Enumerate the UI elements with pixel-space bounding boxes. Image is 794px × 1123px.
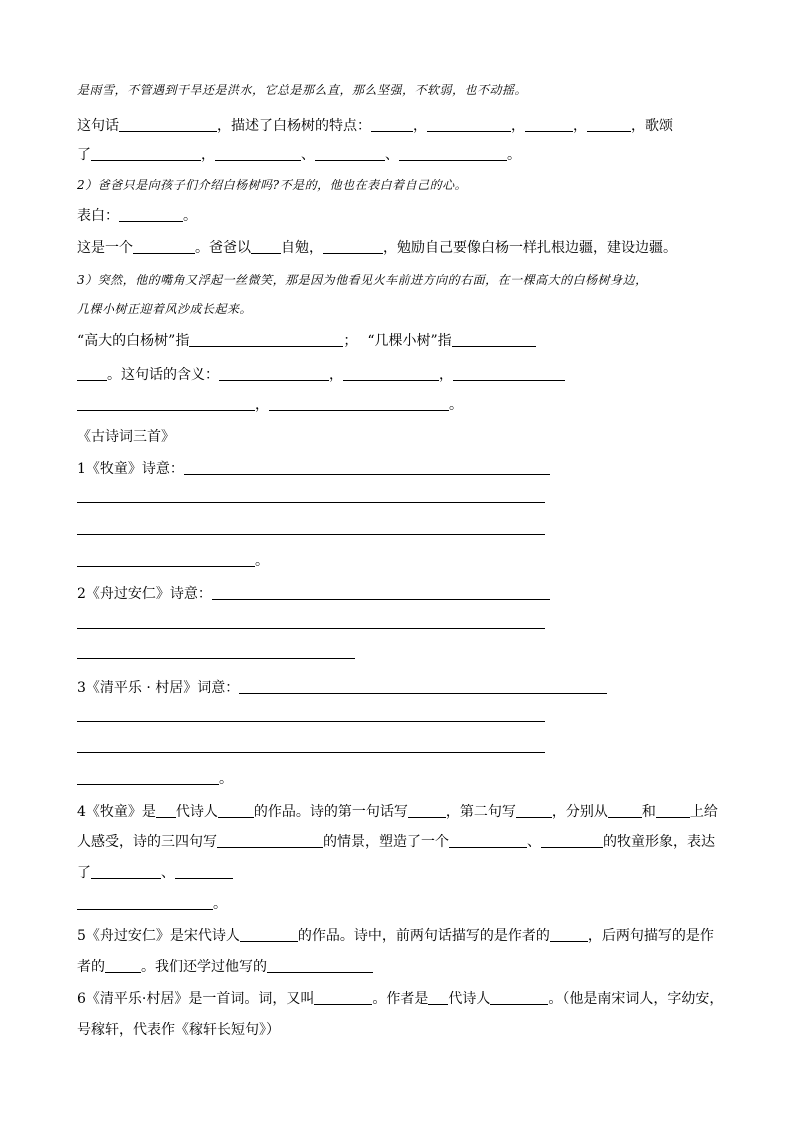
q1-feature-blank-4[interactable]: [587, 117, 631, 132]
q6-ci-name-blank[interactable]: [314, 990, 372, 1005]
q5-back-blank[interactable]: [105, 958, 141, 973]
q3-comma-3: ，: [255, 397, 269, 413]
q4-a6: 和: [641, 804, 656, 820]
q2-biaobai-line: [77, 207, 197, 225]
q1-b-prefix: 了: [77, 147, 91, 163]
q6-poet-blank[interactable]: [490, 990, 548, 1005]
q1-answer-line-b: [77, 146, 521, 164]
q6-line-a: [77, 990, 723, 1008]
q6-a1: 6《清平乐·村居》是一首词。词，又叫: [77, 991, 315, 1007]
q2-p3: 自勉，: [281, 240, 323, 256]
poem1-label: 1《牧童》诗意：: [77, 461, 184, 477]
q3-meaning-blank-2[interactable]: [343, 366, 439, 381]
q6-a4: 。（他是南宋词人，字幼安，: [548, 991, 724, 1007]
poem1-line: [77, 460, 550, 478]
poem1-blank-end[interactable]: [77, 552, 255, 567]
q3-tall-tree-blank[interactable]: [189, 332, 343, 347]
q4-c1: 了: [77, 865, 91, 881]
poem2-line: [77, 585, 550, 603]
q3-quote-b: 几棵小树正迎着风沙成长起来。: [77, 302, 253, 316]
q3-meaning-line: [77, 366, 565, 384]
q1-praise-blank-3[interactable]: [315, 146, 385, 161]
q4-express-blank-1[interactable]: [91, 864, 161, 879]
q4-line-c: [77, 864, 233, 882]
q5-a2: 的作品。诗中，前两句话描写的是作者的: [297, 928, 550, 944]
q2-biaobai-label: 表白：: [77, 208, 119, 224]
poem3-rule-3[interactable]: [77, 752, 545, 753]
q4-a7: 上给: [689, 804, 718, 820]
q1-quote-end: 是雨雪，不管遇到干旱还是洪水，它总是那么直，那么坚强，不软弱，也不动摇。: [77, 83, 528, 97]
q1-b-end: 。: [507, 147, 521, 163]
q4-express-blank-3[interactable]: [77, 895, 213, 910]
q1-feature-blank-1[interactable]: [371, 117, 413, 132]
poem3-blank-end[interactable]: [77, 770, 219, 785]
q1-a-prefix: 这句话: [77, 118, 119, 134]
poem3-rule-2[interactable]: [77, 721, 545, 722]
q3-meaning-blank-5[interactable]: [269, 396, 449, 411]
q2-biaobai-blank[interactable]: [119, 207, 183, 222]
q2-quote: 2）爸爸只是向孩子们介绍白杨树吗?不是的，他也在表白着自己的心。: [77, 178, 468, 192]
q1-a-comma-3: ，: [573, 118, 587, 134]
q2-blank-2[interactable]: [251, 239, 281, 254]
q4-b1: 人感受，诗的三四句写: [77, 834, 217, 850]
q1-answer-line-a: [77, 117, 673, 135]
poem1-blank-1[interactable]: [184, 460, 550, 475]
q4-a1: 4《牧童》是: [77, 804, 156, 820]
q5-b2: 。我们还学过他写的: [141, 959, 267, 975]
q1-b-dun: 、: [301, 147, 315, 163]
q1-praise-blank-1[interactable]: [91, 146, 201, 161]
q5-line-a: [77, 927, 714, 945]
q3-semicolon: ；: [343, 333, 358, 349]
q6-a2: 。作者是: [372, 991, 429, 1007]
q4-b3: 、: [527, 834, 541, 850]
q3-period: 。: [449, 397, 463, 413]
poem1-end: 。: [255, 553, 269, 569]
q3-meaning-label: 。这句话的含义：: [107, 367, 219, 383]
q4-c2: 、: [161, 865, 175, 881]
q4-line-b: [77, 833, 715, 851]
q4-line-d: [77, 895, 227, 913]
q4-a2: 代诗人: [175, 804, 218, 820]
q4-line1-blank[interactable]: [408, 803, 446, 818]
q3-trees-line: [77, 332, 536, 350]
q2-blank-3[interactable]: [323, 239, 383, 254]
q3-comma-2: ，: [439, 367, 453, 383]
q4-line2-blank[interactable]: [516, 803, 552, 818]
poem2-blank-1[interactable]: [212, 585, 550, 600]
q4-image-blank-1[interactable]: [449, 833, 527, 848]
q3-few-trees-blank[interactable]: [452, 332, 536, 347]
q4-dynasty-blank[interactable]: [156, 803, 176, 818]
q1-praise-blank-4[interactable]: [399, 146, 507, 161]
q5-poet-blank[interactable]: [240, 927, 298, 942]
q4-express-blank-2[interactable]: [175, 864, 233, 879]
q2-blank-1[interactable]: [133, 239, 195, 254]
q6-dynasty-blank[interactable]: [428, 990, 448, 1005]
q2-p1: 这是一个: [77, 240, 133, 256]
q4-a4: ，第二句写: [445, 804, 516, 820]
poems-header: 《古诗词三首》: [77, 429, 175, 445]
q4-end: 。: [213, 896, 227, 912]
q3-few-trees-blank-cont[interactable]: [77, 366, 107, 381]
q4-a3: 的作品。诗的第一句话写: [253, 804, 408, 820]
q3-tall-tree-label: “高大的白杨树”指: [77, 333, 190, 349]
q3-comma-1: ，: [329, 367, 343, 383]
q1-feature-blank-3[interactable]: [525, 117, 573, 132]
poem2-label: 2《舟过安仁》诗意：: [77, 586, 212, 602]
q6-line-b: 号稼轩，代表作《稼轩长短句》）: [77, 1022, 280, 1038]
q1-b-dun-2: 、: [385, 147, 399, 163]
q5-front-blank[interactable]: [550, 927, 588, 942]
q5-b1: 者的: [77, 959, 105, 975]
q1-b-comma: ，: [201, 147, 215, 163]
q4-sense-blank-1[interactable]: [608, 803, 642, 818]
poem2-rule-2[interactable]: [77, 628, 545, 629]
q2-biaobai-end: 。: [183, 208, 197, 224]
q4-b2: 的情景，塑造了一个: [323, 834, 449, 850]
q1-feature-blank-2[interactable]: [427, 117, 511, 132]
q1-praise-blank-2[interactable]: [215, 146, 301, 161]
q4-scene-blank[interactable]: [217, 833, 323, 848]
q4-poet-blank[interactable]: [218, 803, 254, 818]
q3-quote-a: 3）突然，他的嘴角又浮起一丝微笑，那是因为他看见火车前进方向的右面，在一棵高大的白杨树身边，: [77, 273, 648, 287]
q3-meaning-blank-1[interactable]: [219, 366, 329, 381]
poem3-end-line: [77, 770, 233, 788]
q3-meaning-blank-3[interactable]: [453, 366, 565, 381]
q4-a5: ，分别从: [551, 804, 608, 820]
q1-a-end: ，歌颂: [631, 118, 673, 134]
q3-meaning-line-2: [77, 396, 463, 414]
q1-a-mid: ，描述了白杨树的特点：: [217, 118, 371, 134]
q5-a1: 5《舟过安仁》是宋代诗人: [77, 928, 240, 944]
poem1-end-line: [77, 552, 269, 570]
q4-b4: 的牧童形象，表达: [603, 834, 715, 850]
q1-a-comma: ，: [413, 118, 427, 134]
q4-sense-blank-2[interactable]: [656, 803, 690, 818]
q4-image-blank-2[interactable]: [541, 833, 603, 848]
q3-few-trees-label: “几棵小树”指: [367, 333, 452, 349]
q1-a-comma-2: ，: [511, 118, 525, 134]
q2-explain-line: [77, 239, 677, 257]
q2-p2: 。爸爸以: [195, 240, 251, 256]
poem3-blank-1[interactable]: [239, 679, 607, 694]
poem2-rule-3[interactable]: [77, 658, 355, 659]
q4-line-a: [77, 803, 718, 821]
poem3-line: [77, 679, 607, 697]
q1-blank-1[interactable]: [119, 117, 217, 132]
poem1-rule-2[interactable]: [77, 502, 545, 503]
poem1-rule-3[interactable]: [77, 534, 545, 535]
q5-a3: ，后两句描写的是作: [587, 928, 714, 944]
poem3-label: 3《清平乐 · 村居》词意：: [77, 680, 240, 696]
q5-other-work-blank[interactable]: [267, 958, 373, 973]
q6-a3: 代诗人: [448, 991, 491, 1007]
q3-meaning-blank-4[interactable]: [77, 396, 255, 411]
poem3-end: 。: [219, 771, 233, 787]
q2-p4: ，勉励自己要像白杨一样扎根边疆，建设边疆。: [383, 240, 677, 256]
q5-line-b: [77, 958, 373, 976]
